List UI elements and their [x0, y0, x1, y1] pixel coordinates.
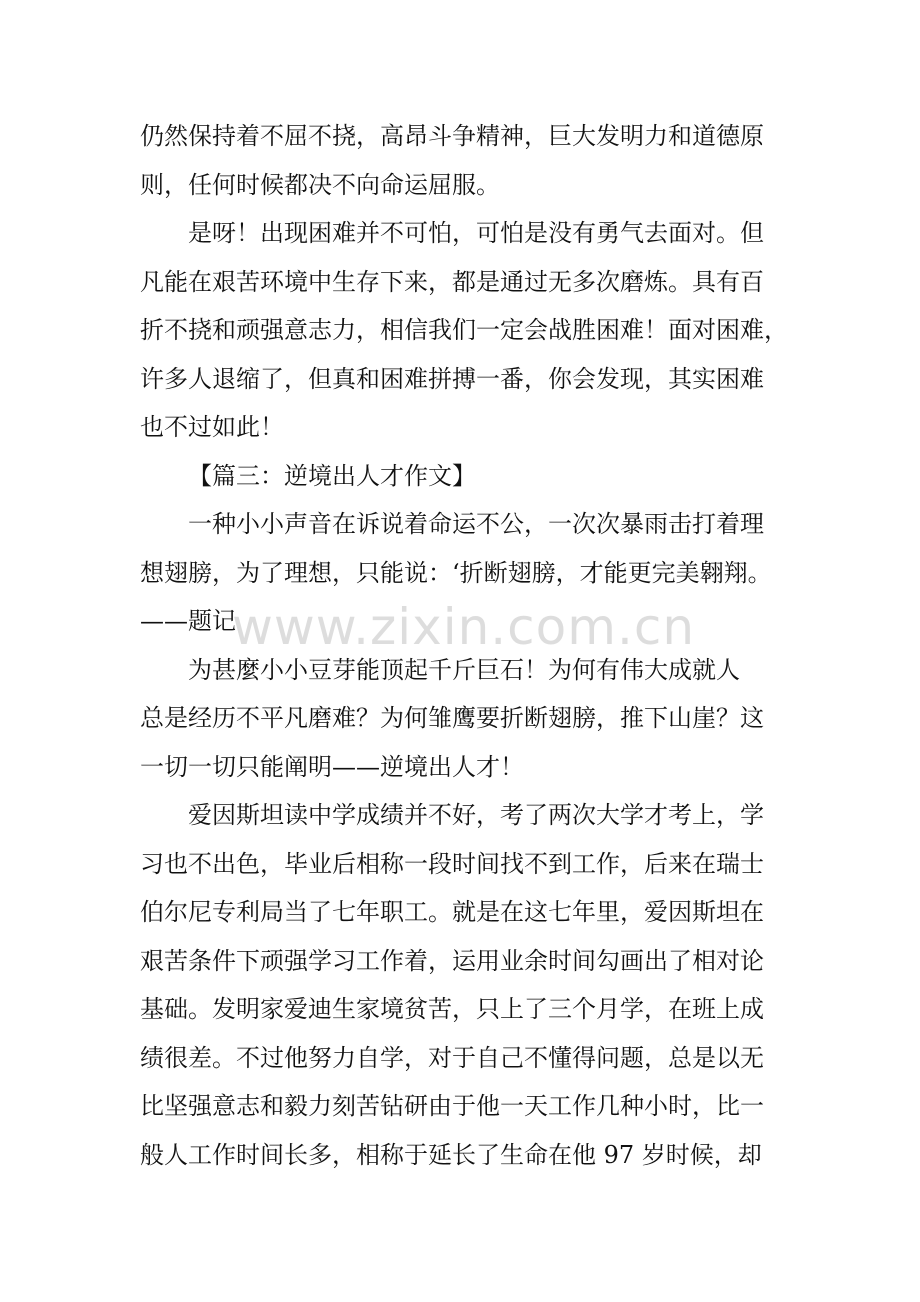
- text-line: 一种小小声音在诉说着命运不公，一次次暴雨击打着理: [188, 510, 764, 538]
- essay-body: [140, 112, 788, 1179]
- text-line: 总是经历不平凡磨难？为何雏鹰要折断翅膀，推下山崖？这: [140, 704, 764, 732]
- epigraph-attribution: ——题记: [140, 607, 236, 635]
- text-line: 习也不出色，毕业后相称一段时间找不到工作，后来在瑞士: [140, 849, 764, 878]
- text-line: 许多人退缩了，但真和困难拼搏一番，你会发现，其实困难: [140, 364, 764, 393]
- text-line: 基础。发明家爱迪生家境贫苦，只上了三个月学，在班上成: [140, 995, 764, 1023]
- text-line: 比坚强意志和毅力刻苦钻研由于他一天工作几种小时，比一: [140, 1092, 764, 1120]
- section-heading: 【篇三：逆境出人才作文】: [188, 461, 476, 490]
- text-line: 般人工作时间长多，相称于延长了生命在他 97 岁时候，却: [140, 1140, 762, 1169]
- text-line: 想翅膀，为了理想，只能说：‘折断翅膀，才能更完美翱翔。: [140, 558, 772, 587]
- text-line: 则，任何时候都决不向命运屈服。: [140, 170, 500, 199]
- watermark-text: www.zixin.com.cn: [232, 598, 696, 656]
- text-line: 凡能在艰苦环境中生存下来，都是通过无多次磨炼。具有百: [140, 267, 764, 296]
- text-line: 一切一切只能阐明——逆境出人才！: [140, 752, 524, 781]
- text-line: 也不过如此！: [140, 413, 284, 441]
- text-line: 爱因斯坦读中学成绩并不好，考了两次大学才考上，学: [188, 801, 764, 829]
- text-line: 绩很差。不过他努力自学，对于自己不懂得问题，总是以无: [140, 1043, 764, 1072]
- text-line: 为甚麼小小豆芽能顶起千斤巨石！为何有伟大成就人: [188, 655, 740, 684]
- text-line: 艰苦条件下顽强学习工作着，运用业余时间勾画出了相对论: [140, 946, 764, 975]
- text-line: 仍然保持着不屈不挠，高昂斗争精神，巨大发明力和道德原: [140, 122, 764, 150]
- text-line: 折不挠和顽强意志力，相信我们一定会战胜困难！面对困难，: [140, 316, 788, 344]
- text-line: 是呀！出现困难并不可怕，可怕是没有勇气去面对。但: [188, 219, 764, 247]
- text-line: 伯尔尼专利局当了七年职工。就是在这七年里，爱因斯坦在: [140, 898, 764, 926]
